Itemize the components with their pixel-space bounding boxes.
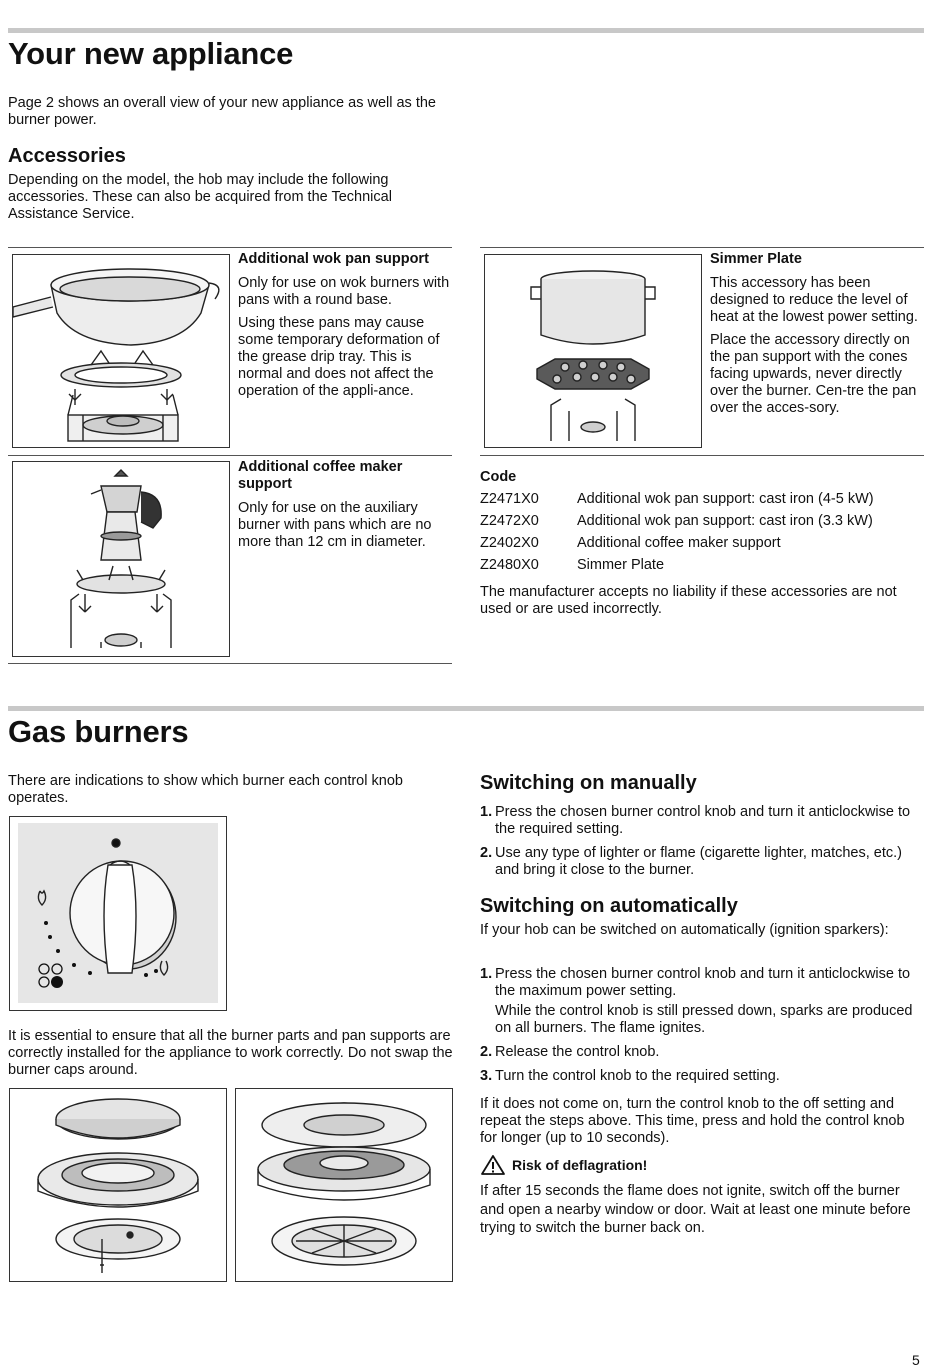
- list-item: [480, 1044, 920, 1061]
- step-main-text: Press the chosen burner control knob and turn it anticlockwise to the maximum power setting.: [495, 966, 911, 999]
- liability-note: The manufacturer accepts no liability if these accessories are not used or are used incorrectly.: [480, 584, 897, 617]
- step-number: 2.: [480, 845, 493, 861]
- simmer-text-1: This accessory has been designed to reduce the level of heat at the lowest power setting.: [710, 275, 918, 325]
- section-title: Gas burners: [8, 714, 189, 749]
- divider: [480, 455, 924, 456]
- step-text: Release the control knob.: [495, 1044, 660, 1060]
- automatic-steps: [480, 966, 920, 1092]
- warning-triangle-icon: [480, 1154, 506, 1176]
- step-number: 1.: [480, 804, 493, 820]
- page-number: 5: [912, 1352, 920, 1368]
- step-extra-text: While the control knob is still pressed down, sparks are produced on all burners. The flame ignites.: [495, 1003, 913, 1036]
- simmer-plate-illustration: [484, 254, 702, 448]
- table-row: [480, 488, 920, 510]
- list-item: [480, 1068, 920, 1085]
- wok-text-1: Only for use on wok burners with pans with a round base.: [238, 275, 450, 308]
- divider: [8, 663, 452, 664]
- wok-title: Additional wok pan support: [238, 251, 429, 267]
- table-row: [480, 554, 920, 576]
- code-cell: Z2402X0: [480, 535, 539, 551]
- retry-paragraph: If it does not come on, turn the control knob to the off setting and repeat the steps above. This time, press and hold the control knob for longer (up to 10 seconds).: [480, 1096, 905, 1146]
- step-text: Turn the control knob to the required setting.: [495, 1068, 780, 1084]
- simmer-text-2: Place the accessory directly on the pan support with the cones facing upwards, never directly over the burner. Cen-tre the pan over the acces-sory.: [710, 332, 917, 416]
- manual-steps: [480, 804, 920, 886]
- step-number: 1.: [480, 966, 493, 982]
- page-title: Your new appliance: [8, 36, 294, 71]
- code-heading: Code: [480, 469, 517, 485]
- warning-text: If after 15 seconds the flame does not ignite, switch off the burner and open a nearby window or door. Wait at least one minute before trying to switch the burner back on.: [480, 1183, 911, 1236]
- accessories-intro: Depending on the model, the hob may include the following accessories. These can also be acquired from the Technical Assistance Service.: [8, 172, 392, 222]
- gas-intro: There are indications to show which burner each control knob operates.: [8, 773, 403, 806]
- automatic-intro: If your hob can be switched on automatically (ignition sparkers):: [480, 922, 889, 938]
- step-number: 3.: [480, 1068, 493, 1084]
- intro-paragraph: Page 2 shows an overall view of your new appliance as well as the burner power.: [8, 95, 436, 128]
- accessories-heading: Accessories: [8, 145, 126, 167]
- divider: [480, 247, 924, 248]
- divider: [8, 247, 452, 248]
- section-rule-top: [8, 706, 924, 711]
- burner-parts-note: It is essential to ensure that all the burner parts and pan supports are correctly installed for the appliance to work correctly. Do not swap the burner caps around.: [8, 1028, 453, 1078]
- simmer-title: Simmer Plate: [710, 251, 802, 267]
- control-knob-illustration: [9, 816, 227, 1011]
- coffee-title: Additional coffee maker support: [238, 459, 403, 492]
- desc-cell: Additional wok pan support: cast iron (3.3 kW): [577, 513, 873, 529]
- table-row: [480, 510, 920, 532]
- simmer-description: [710, 275, 922, 417]
- warning-header: [480, 1154, 647, 1176]
- code-cell: Z2472X0: [480, 513, 539, 529]
- manual-heading: Switching on manually: [480, 772, 697, 794]
- wok-description: [238, 275, 450, 400]
- desc-cell: Simmer Plate: [577, 557, 665, 573]
- wok-support-illustration: [12, 254, 230, 448]
- step-text: Press the chosen burner control knob and turn it anticlockwise to the required setting.: [495, 804, 911, 837]
- wok-burner-exploded-illustration: [235, 1088, 453, 1282]
- code-table: [480, 488, 920, 576]
- warning-title: Risk of deflagration!: [512, 1156, 648, 1173]
- step-number: 2.: [480, 1044, 493, 1060]
- coffee-maker-support-illustration: [12, 461, 230, 657]
- automatic-heading: Switching on automatically: [480, 895, 738, 917]
- divider: [8, 455, 452, 456]
- desc-cell: Additional coffee maker support: [577, 535, 781, 551]
- wok-text-2: Using these pans may cause some temporary deformation of the grease drip tray. This is normal and does not affect the operation of the appli-ance.: [238, 315, 440, 399]
- table-row: [480, 532, 920, 554]
- list-item: [480, 966, 920, 1037]
- list-item: [480, 845, 920, 879]
- step-text: Use any type of lighter or flame (cigarette lighter, matches, etc.) and bring it close to the burner.: [495, 845, 902, 878]
- coffee-description: Only for use on the auxiliary burner with pans which are no more than 12 cm in diameter.: [238, 500, 432, 550]
- desc-cell: Additional wok pan support: cast iron (4-5 kW): [577, 491, 874, 507]
- step-text: [495, 966, 920, 1037]
- section-rule-top: [8, 28, 924, 33]
- code-cell: Z2471X0: [480, 491, 539, 507]
- list-item: [480, 804, 920, 838]
- small-burner-exploded-illustration: [9, 1088, 227, 1282]
- code-cell: Z2480X0: [480, 557, 539, 573]
